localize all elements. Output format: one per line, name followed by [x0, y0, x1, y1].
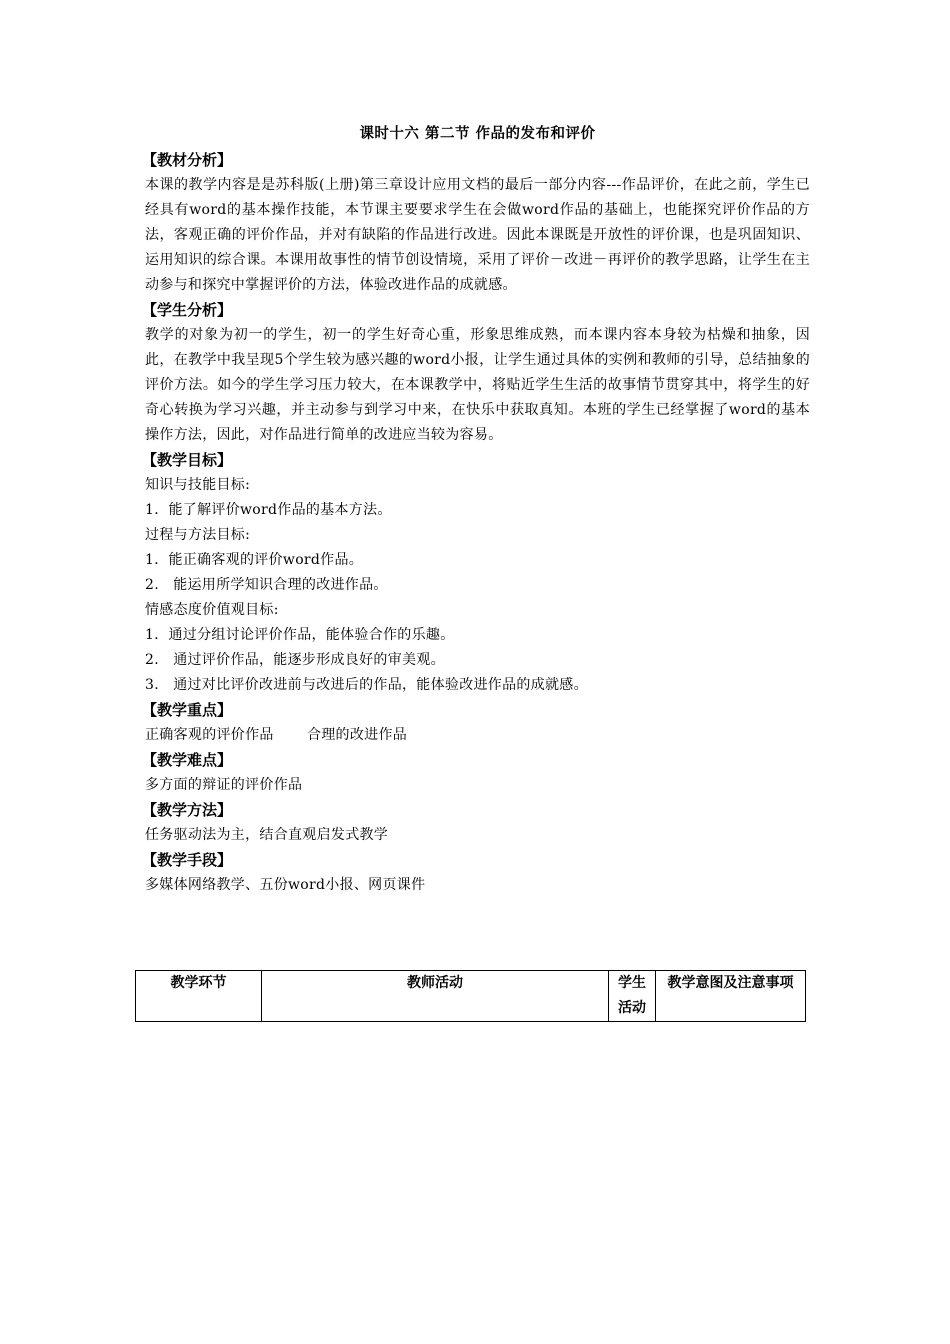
header-cell-stage: 教学环节 [136, 971, 262, 1022]
table-header-row [136, 971, 806, 1022]
difficulty-text: 多方面的辩证的评价作品 [145, 777, 303, 793]
material-analysis-text: 本课的教学内容是是苏科版(上册)第三章设计应用文档的最后一部分内容---作品评价，在此之前，学生已经具有word的基本操作技能，本节课主要要求学生在会做word作品的基础上，也能探究评价作品的方法，客观正确的评价作品，并对有缺陷的作品进行改进。因此本课既是开放性的评价课，也是巩固知识、运用知识的综合课。本课用故事性的情节创设情境，采用了评价－改进－再评价的教学思路，让学生在主动参与和探究中掌握评价的方法，体验改进作品的成就感。 [145, 177, 810, 293]
emotion-goal-label: 情感态度价值观目标: [145, 602, 279, 618]
heading-student-analysis: 【学生分析】 [142, 301, 233, 319]
header-cell-intent: 教学意图及注意事项 [656, 971, 806, 1022]
header-cell-teacher-activity: 教师活动 [262, 971, 609, 1022]
header-cell-student-activity: 学生活动 [609, 971, 656, 1022]
lesson-plan-table [135, 970, 806, 1022]
heading-material-analysis: 【教材分析】 [142, 151, 233, 169]
heading-difficulty: 【教学难点】 [142, 751, 233, 769]
student-analysis-text: 教学的对象为初一的学生，初一的学生好奇心重，形象思维成熟，而本课内容本身较为枯燥和抽象，因此，在教学中我呈现5个学生较为感兴趣的word小报，让学生通过具体的实例和教师的引导，总结抽象的评价方法。如今的学生学习压力较大，在本课教学中，将贴近学生生活的故事情节贯穿其中，将学生的好奇心转换为学习兴趣，并主动参与到学习中来，在快乐中获取真知。本班的学生已经掌握了word的基本操作方法，因此，对作品进行简单的改进应当较为容易。 [145, 327, 810, 443]
key-points-text: 正确客观的评价作品 合理的改进作品 [145, 727, 408, 743]
heading-method: 【教学方法】 [142, 801, 233, 819]
process-goal-item: 1．能正确客观的评价word作品。 [145, 552, 364, 568]
knowledge-goal-label: 知识与技能目标: [145, 477, 251, 493]
heading-key-points: 【教学重点】 [142, 701, 233, 719]
process-goal-item: 2. 能运用所学知识合理的改进作品。 [145, 577, 388, 593]
method-text: 任务驱动法为主，结合直观启发式教学 [145, 827, 389, 843]
means-text: 多媒体网络教学、五份word小报、网页课件 [145, 877, 426, 893]
document-page [142, 120, 810, 898]
heading-teaching-goals: 【教学目标】 [142, 451, 233, 469]
emotion-goal-item: 1．通过分组讨论评价作品，能体验合作的乐趣。 [145, 627, 455, 643]
document-title: 课时十六 第二节 作品的发布和评价 [359, 125, 596, 142]
emotion-goal-item: 2. 通过评价作品，能逐步形成良好的审美观。 [145, 652, 445, 668]
knowledge-goal-item: 1．能了解评价word作品的基本方法。 [145, 502, 392, 518]
process-goal-label: 过程与方法目标: [145, 527, 251, 543]
emotion-goal-item: 3. 通过对比评价改进前与改进后的作品，能体验改进作品的成就感。 [145, 677, 588, 693]
heading-means: 【教学手段】 [142, 851, 233, 869]
